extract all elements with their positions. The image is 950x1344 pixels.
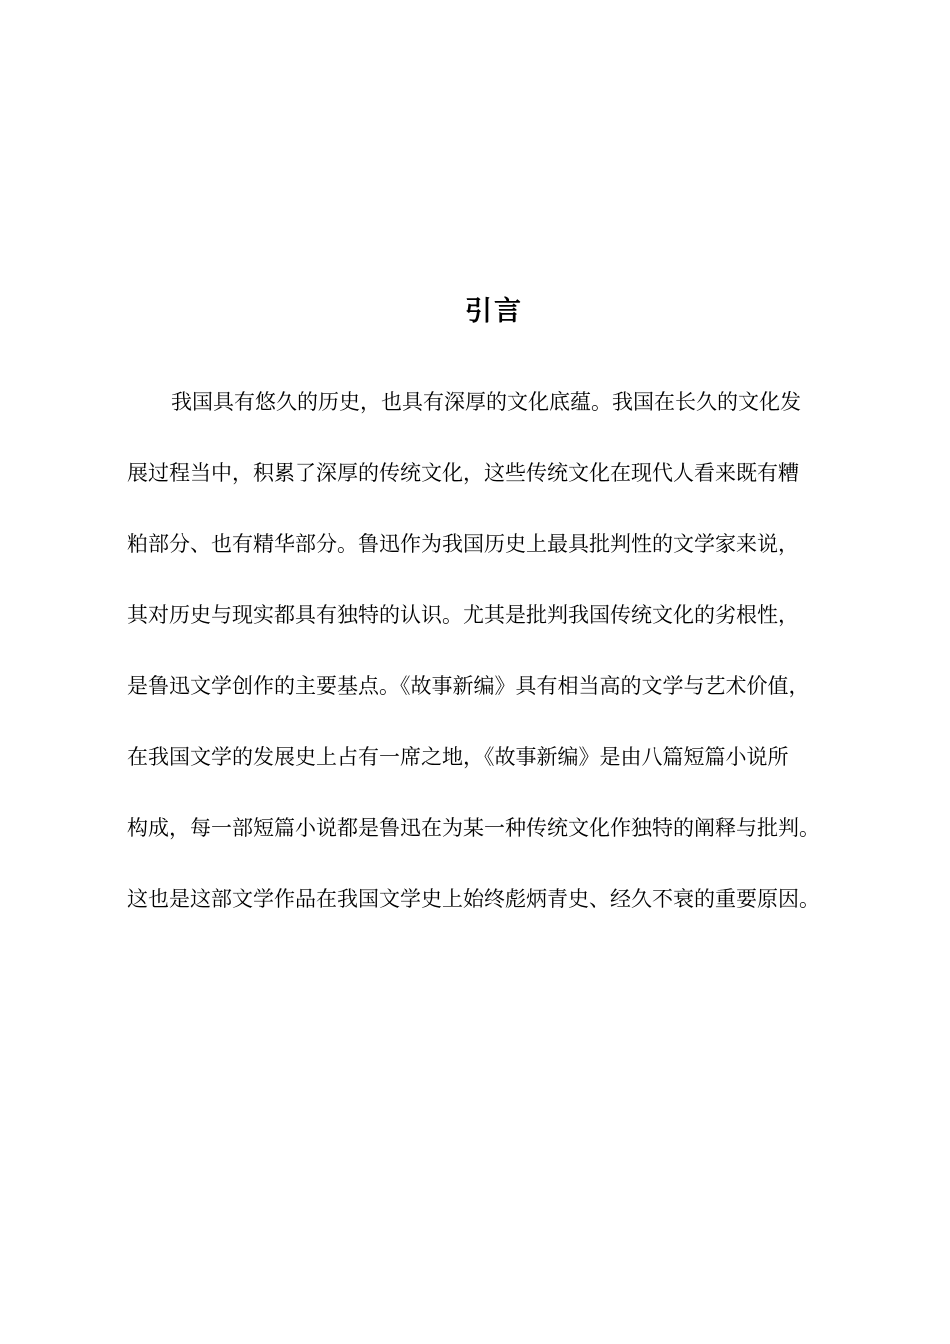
introduction-paragraph — [127, 379, 887, 947]
paragraph-line-7: 构成，每一部短篇小说都是鲁迅在为某一种传统文化作独特的阐释与批判。 — [127, 816, 820, 840]
paragraph-line-5: 是鲁迅文学创作的主要基点。《故事新编》具有相当高的文学与艺术价值， — [127, 674, 810, 698]
paragraph-line-2: 展过程当中，积累了深厚的传统文化，这些传统文化在现代人看来既有糟 — [127, 461, 799, 485]
paragraph-line-3: 粕部分、也有精华部分。鲁迅作为我国历史上最具批判性的文学家来说， — [127, 532, 799, 556]
paragraph-line-4: 其对历史与现实都具有独特的认识。尤其是批判我国传统文化的劣根性， — [127, 603, 799, 627]
paragraph-line-8: 这也是这部文学作品在我国文学史上始终彪炳青史、经久不衰的重要原因。 — [127, 887, 820, 911]
paragraph-line-1: 我国具有悠久的历史，也具有深厚的文化底蕴。我国在长久的文化发 — [171, 390, 801, 414]
paragraph-line-6: 在我国文学的发展史上占有一席之地，《故事新编》是由八篇短篇小说所 — [127, 745, 789, 769]
section-title: 引言 — [465, 296, 523, 327]
